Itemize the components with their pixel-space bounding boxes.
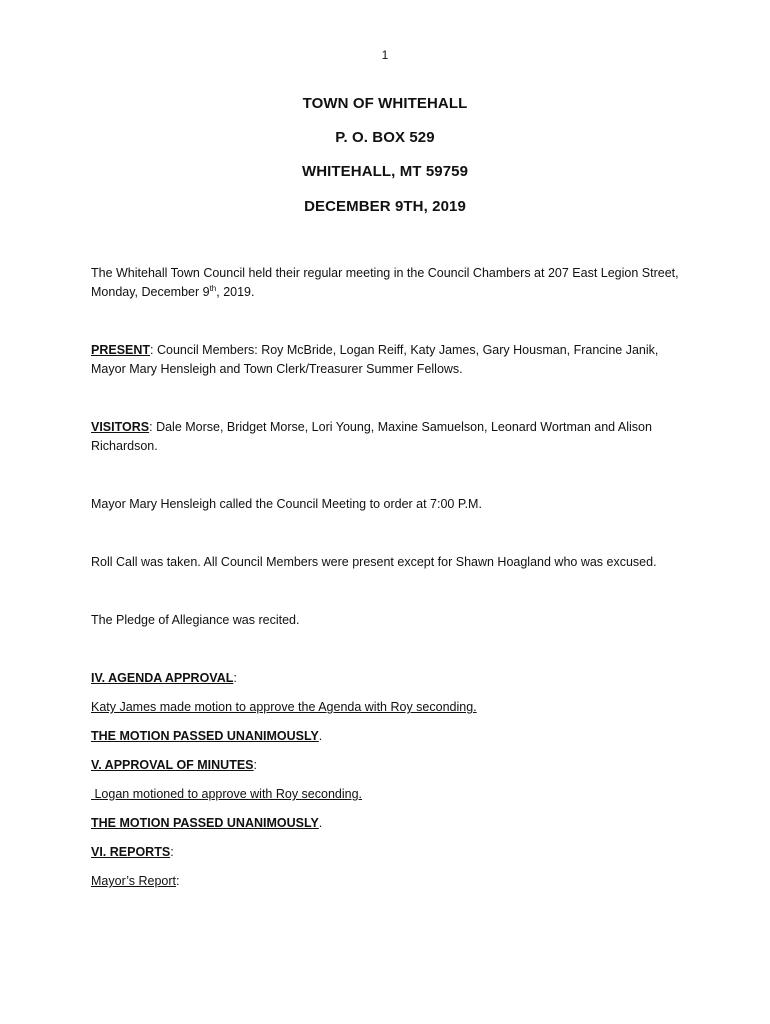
agenda-result-period: . <box>318 729 323 743</box>
minutes-motion: Logan motioned to approve with Roy seconding. <box>91 787 363 801</box>
header-town: TOWN OF WHITEHALL <box>302 95 468 112</box>
present-label: PRESENT <box>91 343 151 357</box>
pledge: The Pledge of Allegiance was recited. <box>91 613 300 627</box>
minutes-motion-line <box>91 785 691 804</box>
roll-call: Roll Call was taken. All Council Members were present except for Shawn Hoagland who was excused. <box>91 555 657 569</box>
agenda-motion: Katy James made motion to approve the Agenda with Roy seconding. <box>91 700 477 714</box>
intro-superscript: th <box>209 283 217 293</box>
header-city-state-zip: WHITEHALL, MT 59759 <box>301 163 469 180</box>
intro-paragraph <box>91 264 691 302</box>
minutes-heading: V. APPROVAL OF MINUTES <box>91 758 254 772</box>
mayor-report-label: Mayor’s Report <box>91 874 176 888</box>
present-text: : Council Members: Roy McBride, Logan Reiff, Katy James, Gary Housman, Francine Janik, Mayor Mary Hensleigh and Town Clerk/Treasurer Summer Fellows. <box>91 343 659 376</box>
reports-heading-colon: : <box>170 845 174 859</box>
header-date: DECEMBER 9TH, 2019 <box>304 198 466 215</box>
agenda-heading-line <box>91 669 691 688</box>
present-paragraph <box>91 341 691 379</box>
call-to-order: Mayor Mary Hensleigh called the Council Meeting to order at 7:00 P.M. <box>91 497 482 511</box>
reports-heading-line <box>91 843 691 862</box>
visitors-paragraph <box>91 418 691 456</box>
intro-text: The Whitehall Town Council held their regular meeting in the Council Chambers at 207 East Legion Street, Monday, December 9 <box>91 266 679 299</box>
minutes-result-line <box>91 814 691 833</box>
minutes-result-period: . <box>318 816 323 830</box>
agenda-heading: IV. AGENDA APPROVAL <box>91 671 234 685</box>
mayor-report-line <box>91 872 691 891</box>
visitors-text: : Dale Morse, Bridget Morse, Lori Young, Maxine Samuelson, Leonard Wortman and Alison Richardson. <box>91 420 652 453</box>
minutes-heading-line <box>91 756 691 775</box>
mayor-report-colon: : <box>176 874 180 888</box>
agenda-heading-colon: : <box>233 671 237 685</box>
reports-heading: VI. REPORTS <box>91 845 171 859</box>
intro-text-end: , 2019. <box>216 285 255 299</box>
header-po-box: P. O. BOX 529 <box>335 129 435 146</box>
agenda-motion-line <box>91 698 691 717</box>
page-number: 1 <box>381 48 389 62</box>
minutes-result: THE MOTION PASSED UNANIMOUSLY <box>91 816 319 830</box>
agenda-result: THE MOTION PASSED UNANIMOUSLY <box>91 729 319 743</box>
visitors-label: VISITORS <box>91 420 150 434</box>
minutes-heading-colon: : <box>253 758 258 772</box>
agenda-result-line <box>91 727 691 746</box>
